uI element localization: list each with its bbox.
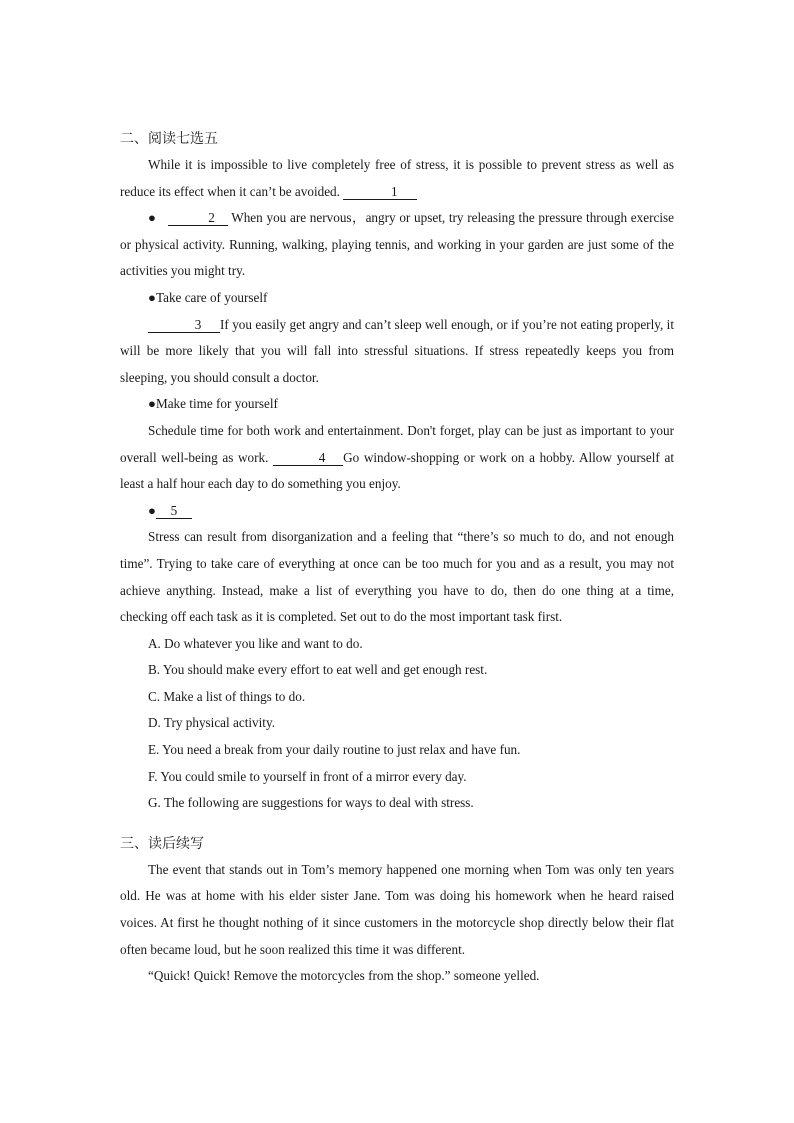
passage-para-5: Stress can result from disorganization and a feeling that “there’s so much to do, and not enough time”. Trying to take care of everything at once can be too much for you and as a result, you may not achieve anything. Instead, make a list of everything you have to do, then do one thing at a time, checking off each task as it is completed. Set out to do the most important task first. xyxy=(120,529,674,625)
blank-4: 4 xyxy=(273,450,343,466)
bullet-5: ● xyxy=(148,502,156,518)
option-b: B. You should make every effort to eat well and get enough rest. xyxy=(148,662,488,678)
section-gap xyxy=(120,817,674,831)
passage-para-3-text: If you easily get angry and can’t sleep well enough, or if you’re not eating properly, it will be more likely that you will fall into stressful situations. If stress repeatedly keeps you from sleeping, you should consult a doctor. xyxy=(120,316,674,385)
blank-1: 1 xyxy=(343,184,417,200)
passage-intro-text: While it is impossible to live completely free of stress, it is possible to prevent stress as well as reduce its effect when it can’t be avoided. xyxy=(120,157,674,199)
bullet-2: ● xyxy=(148,210,157,226)
story-para-1: The event that stands out in Tom’s memory happened one morning when Tom was only ten years old. He was at home with his elder sister Jane. Tom was doing his homework when he heard raised voices. At first he thought nothing of it since customers in the motorcycle shop directly below their flat often became loud, but he soon realized this time it was different. xyxy=(120,861,674,957)
passage-para-4 xyxy=(120,418,674,498)
option-g: G. The following are suggestions for ways to deal with stress. xyxy=(148,795,474,811)
option-f: F. You could smile to yourself in front of a mirror every day. xyxy=(148,768,467,784)
option-a: A. Do whatever you like and want to do. xyxy=(148,635,363,651)
passage-para-3 xyxy=(120,312,674,392)
option-c: C. Make a list of things to do. xyxy=(148,688,306,704)
section-heading-continuation: 三、读后续写 xyxy=(120,835,204,852)
passage-para-4b-text: Go window-shopping or work on a hobby. Allow yourself at least a half hour each day to do something you enjoy. xyxy=(120,449,674,492)
subheading-take-care: ●Take care of yourself xyxy=(148,289,268,305)
blank-5: 5 xyxy=(156,503,192,519)
passage-bullet-5 xyxy=(120,498,674,525)
passage-para-2-text: When you are nervous，angry or upset, try releasing the pressure through exercise or physical activity. Running, walking, playing tennis, and working in your garden are just some of the activities you might try. xyxy=(120,210,674,279)
subheading-make-time: ●Make time for yourself xyxy=(148,396,278,412)
option-e: E. You need a break from your daily routine to just relax and have fun. xyxy=(148,742,521,758)
section-heading-reading: 二、阅读七选五 xyxy=(120,131,218,147)
passage-para-4a-text: Schedule time for both work and entertainment. Don't forget, play can be just as important to your overall well-being as work. xyxy=(120,422,674,465)
story-para-2: “Quick! Quick! Remove the motorcycles from the shop.” someone yelled. xyxy=(148,968,540,984)
passage-intro xyxy=(120,152,674,205)
document-page xyxy=(120,126,674,990)
blank-2: 2 xyxy=(168,210,228,226)
option-d: D. Try physical activity. xyxy=(148,715,275,731)
passage-para-2 xyxy=(120,205,674,285)
blank-3: 3 xyxy=(148,317,220,333)
